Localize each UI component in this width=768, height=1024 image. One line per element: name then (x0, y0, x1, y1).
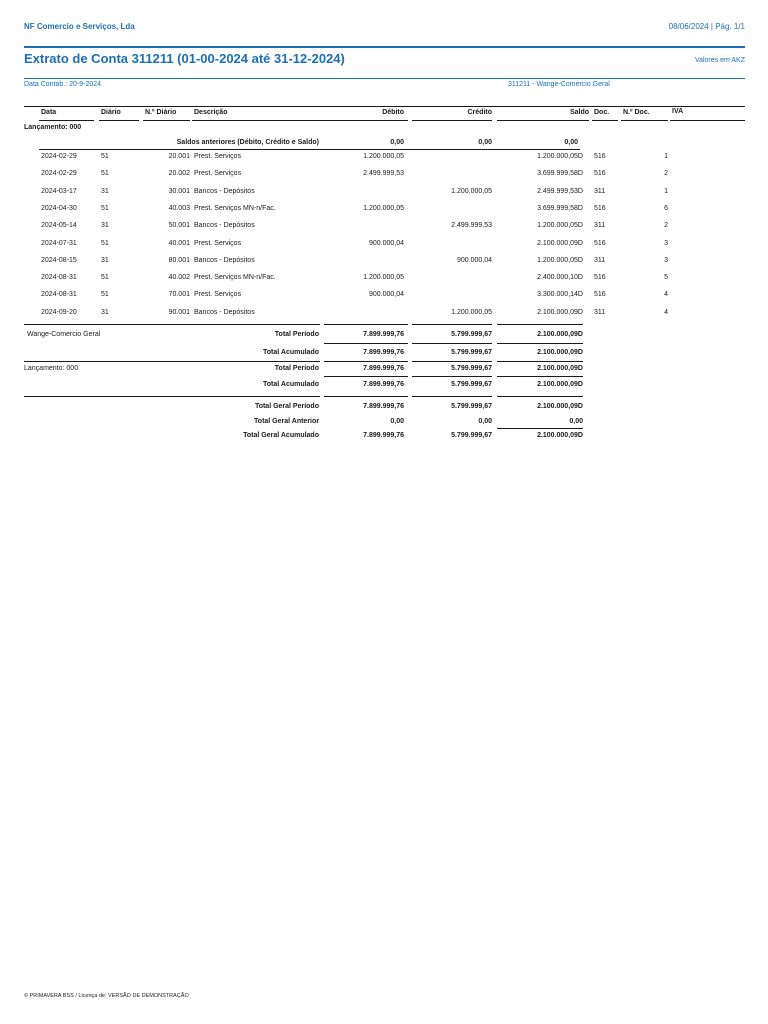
page-title: Extrato de Conta 311211 (01-00-2024 até 31-12-2024) (24, 51, 345, 66)
group-rule (412, 324, 492, 325)
table-row (0, 257, 768, 269)
row-doc: 516 (594, 291, 606, 299)
row-saldo: 3.699.999,58D (537, 204, 583, 212)
row-saldo: 1.200.000,05D (537, 153, 583, 160)
row-saldo: 1.200.000,05D (537, 256, 583, 264)
table-row (0, 240, 768, 252)
row-saldo: 2.100.000,09D (537, 239, 583, 247)
table-row (0, 205, 768, 217)
grand-rule (324, 396, 408, 397)
table-row (0, 153, 768, 165)
row-debito: 2.499.999,53 (363, 170, 404, 178)
row-descricao: Prest. Serviços MN-n/Fac. (194, 274, 276, 282)
row-debito: 1.200.000,05 (363, 204, 404, 212)
group-rule (497, 361, 583, 362)
total-saldo: 2.100.000,09D (537, 349, 583, 356)
total-label: Total Geral Período (254, 403, 319, 410)
total-label: Total Geral Acumulado (243, 432, 319, 439)
table-row (0, 274, 768, 286)
col-debito: Débito (382, 109, 404, 116)
table-top-rule (24, 106, 745, 107)
row-saldo: 2.100.000,09D (537, 308, 583, 316)
grand-anterior (0, 418, 768, 430)
row-diario: 31 (101, 187, 109, 195)
col-credito: Crédito (467, 109, 492, 116)
row-descricao: Bancos - Depósitos (194, 222, 255, 230)
col-doc: Doc. (594, 109, 610, 116)
col-descricao: Descrição (194, 109, 228, 116)
table-row (0, 170, 768, 182)
table-row (0, 291, 768, 303)
row-date: 2024-04-30 (41, 204, 77, 212)
row-n-doc: 1 (664, 153, 668, 160)
previous-credito: 0,00 (478, 139, 492, 146)
total-credito: 5.799.999,67 (451, 381, 492, 388)
total-label: Total Acumulado (263, 381, 319, 388)
col-underline (192, 120, 408, 121)
group-rule (324, 343, 408, 344)
total-debito: 0,00 (390, 418, 404, 425)
row-n-doc: 3 (664, 256, 668, 264)
group-account-acumulado (0, 349, 768, 361)
group-rule (324, 376, 408, 377)
footer-license: © PRIMAVERA BSS / Licença de: VERSÃO DE DEMONSTRAÇÃO (24, 993, 189, 999)
total-debito: 7.899.999,76 (363, 331, 404, 338)
group-rule (324, 324, 408, 325)
total-saldo: 2.100.000,09D (537, 381, 583, 388)
col-data: Data (41, 109, 57, 116)
row-n-doc: 4 (664, 308, 668, 316)
total-credito: 5.799.999,67 (451, 403, 492, 410)
col-underline (592, 120, 618, 121)
col-underline (99, 120, 139, 121)
row-descricao: Bancos - Depósitos (194, 187, 255, 195)
row-descricao: Prest. Serviços (194, 153, 242, 160)
total-saldo: 2.100.000,09D (537, 432, 583, 439)
row-saldo: 3.699.999,58D (537, 170, 583, 178)
group-rule (24, 361, 320, 362)
data-contab: Data Contab.: 20-9-2024 (24, 81, 102, 88)
row-date: 2024-08-31 (41, 274, 77, 282)
row-n-doc: 2 (664, 170, 668, 178)
grand-rule (497, 428, 583, 429)
row-diario: 51 (101, 204, 109, 212)
row-date: 2024-08-15 (41, 256, 77, 264)
row-saldo: 3.300.000,14D (537, 291, 583, 299)
row-doc: 311 (594, 187, 606, 195)
previous-debito: 0,00 (390, 139, 404, 146)
group-rule (412, 343, 492, 344)
total-saldo: 2.100.000,09D (537, 365, 583, 372)
row-n-diario: 30.001 (168, 187, 190, 195)
row-doc: 311 (594, 256, 606, 264)
row-doc: 311 (594, 308, 606, 316)
total-credito: 0,00 (478, 418, 492, 425)
row-descricao: Prest. Serviços (194, 291, 242, 299)
total-credito: 5.799.999,67 (451, 349, 492, 356)
row-credito: 900.000,04 (456, 256, 492, 264)
row-doc: 311 (594, 222, 606, 230)
total-debito: 7.899.999,76 (363, 381, 404, 388)
table-row (0, 188, 768, 200)
row-diario: 51 (101, 170, 109, 178)
row-credito: 1.200.000,05 (451, 187, 492, 195)
group-lanc-acumulado (0, 381, 768, 393)
grand-rule (497, 396, 583, 397)
currency-note: Valores em AKZ (694, 57, 745, 64)
col-iva: IVA (672, 108, 684, 115)
group-account-periodo (0, 331, 768, 343)
col-underline (412, 120, 492, 121)
row-doc: 516 (594, 170, 606, 178)
row-debito: 1.200.000,05 (363, 153, 404, 160)
grand-rule (24, 396, 320, 397)
header-rule (24, 46, 745, 48)
row-n-diario: 40.003 (168, 204, 190, 212)
group-rule (412, 376, 492, 377)
grand-rule (412, 396, 492, 397)
group-account-name: Wange-Comercio Geral (27, 331, 101, 338)
row-descricao: Bancos - Depósitos (194, 256, 255, 264)
group-rule (412, 361, 492, 362)
row-date: 2024-03-17 (41, 187, 77, 195)
group-rule (497, 376, 583, 377)
col-underline (497, 120, 589, 121)
row-n-diario: 90.001 (168, 308, 190, 316)
row-doc: 516 (594, 274, 606, 282)
table-row (0, 309, 768, 321)
row-diario: 51 (101, 239, 109, 247)
col-diario: Diário (101, 109, 121, 116)
company-name: NF Comercio e Serviços, Lda (24, 22, 135, 31)
row-saldo: 2.400.000,10D (537, 274, 583, 282)
row-n-diario: 40.001 (168, 239, 190, 247)
col-n-doc: N.º Doc. (623, 109, 650, 116)
row-diario: 31 (101, 256, 109, 264)
row-date: 2024-02-29 (41, 153, 77, 160)
row-n-diario: 80.001 (168, 256, 190, 264)
col-n-diario: N.º Diário (145, 109, 177, 116)
row-date: 2024-02-29 (41, 170, 77, 178)
table-row (0, 222, 768, 234)
row-date: 2024-09-20 (41, 308, 77, 316)
row-saldo: 2.499.999,53D (537, 187, 583, 195)
row-debito: 1.200.000,05 (363, 274, 404, 282)
total-debito: 7.899.999,76 (363, 365, 404, 372)
row-diario: 51 (101, 153, 109, 160)
previous-balances-label: Saldos anteriores (Débito, Crédito e Saldo) (176, 139, 319, 146)
row-n-diario: 70.001 (168, 291, 190, 299)
subheader-rule (24, 78, 745, 79)
row-date: 2024-07-31 (41, 239, 77, 247)
row-saldo: 1.200.000,05D (537, 222, 583, 230)
group-rule (497, 324, 583, 325)
total-debito: 7.899.999,76 (363, 349, 404, 356)
row-n-diario: 50.001 (168, 222, 190, 230)
row-descricao: Prest. Serviços (194, 170, 242, 178)
row-doc: 516 (594, 239, 606, 247)
col-saldo: Saldo (569, 109, 589, 116)
col-underline (621, 120, 668, 121)
lancamento-label: Lançamento: 000 (24, 124, 82, 131)
row-descricao: Prest. Serviços (194, 239, 242, 247)
account-name: 311211 - Wange-Comercio Geral (508, 81, 610, 88)
total-label: Total Geral Anterior (254, 418, 319, 425)
row-n-doc: 6 (664, 204, 668, 212)
group-rule (324, 361, 408, 362)
row-doc: 516 (594, 204, 606, 212)
row-diario: 51 (101, 274, 109, 282)
total-debito: 7.899.999,76 (363, 432, 404, 439)
total-label: Total Acumulado (263, 349, 319, 356)
total-label: Total Período (274, 365, 319, 372)
row-date: 2024-08-31 (41, 291, 77, 299)
previous-saldo: 0,00 (564, 139, 578, 146)
total-credito: 5.799.999,67 (451, 365, 492, 372)
total-credito: 5.799.999,67 (451, 432, 492, 439)
row-debito: 900.000,04 (368, 239, 404, 247)
row-n-doc: 2 (664, 222, 668, 230)
row-debito: 900.000,04 (368, 291, 404, 299)
col-underline (39, 120, 94, 121)
total-saldo: 2.100.000,09D (537, 331, 583, 338)
row-n-doc: 1 (664, 187, 668, 195)
row-date: 2024-05-14 (41, 222, 77, 230)
col-underline (143, 120, 190, 121)
total-debito: 7.899.999,76 (363, 403, 404, 410)
row-n-diario: 20.002 (168, 170, 190, 178)
date-page: 08/06/2024 | Pág. 1/1 (668, 22, 745, 31)
row-n-diario: 20.001 (168, 153, 190, 160)
group-rule (24, 324, 320, 325)
total-saldo: 2.100.000,09D (537, 403, 583, 410)
total-credito: 5.799.999,67 (451, 331, 492, 338)
previous-rule (39, 149, 580, 150)
total-saldo: 0,00 (569, 418, 583, 425)
grand-periodo (0, 403, 768, 415)
row-diario: 51 (101, 291, 109, 299)
group-lancamento-name: Lançamento: 000 (24, 365, 79, 372)
grand-acumulado (0, 432, 768, 444)
row-descricao: Prest. Serviços MN-n/Fac. (194, 204, 276, 212)
group-rule (497, 343, 583, 344)
row-diario: 31 (101, 222, 109, 230)
row-n-doc: 3 (664, 239, 668, 247)
row-credito: 1.200.000,05 (451, 308, 492, 316)
col-underline (670, 120, 745, 121)
row-diario: 31 (101, 308, 109, 316)
total-label: Total Período (274, 331, 319, 338)
row-doc: 516 (594, 153, 606, 160)
row-credito: 2.499.999,53 (451, 222, 492, 230)
row-n-doc: 4 (664, 291, 668, 299)
row-n-diario: 40.002 (168, 274, 190, 282)
row-descricao: Bancos - Depósitos (194, 308, 255, 316)
row-n-doc: 5 (664, 274, 668, 282)
